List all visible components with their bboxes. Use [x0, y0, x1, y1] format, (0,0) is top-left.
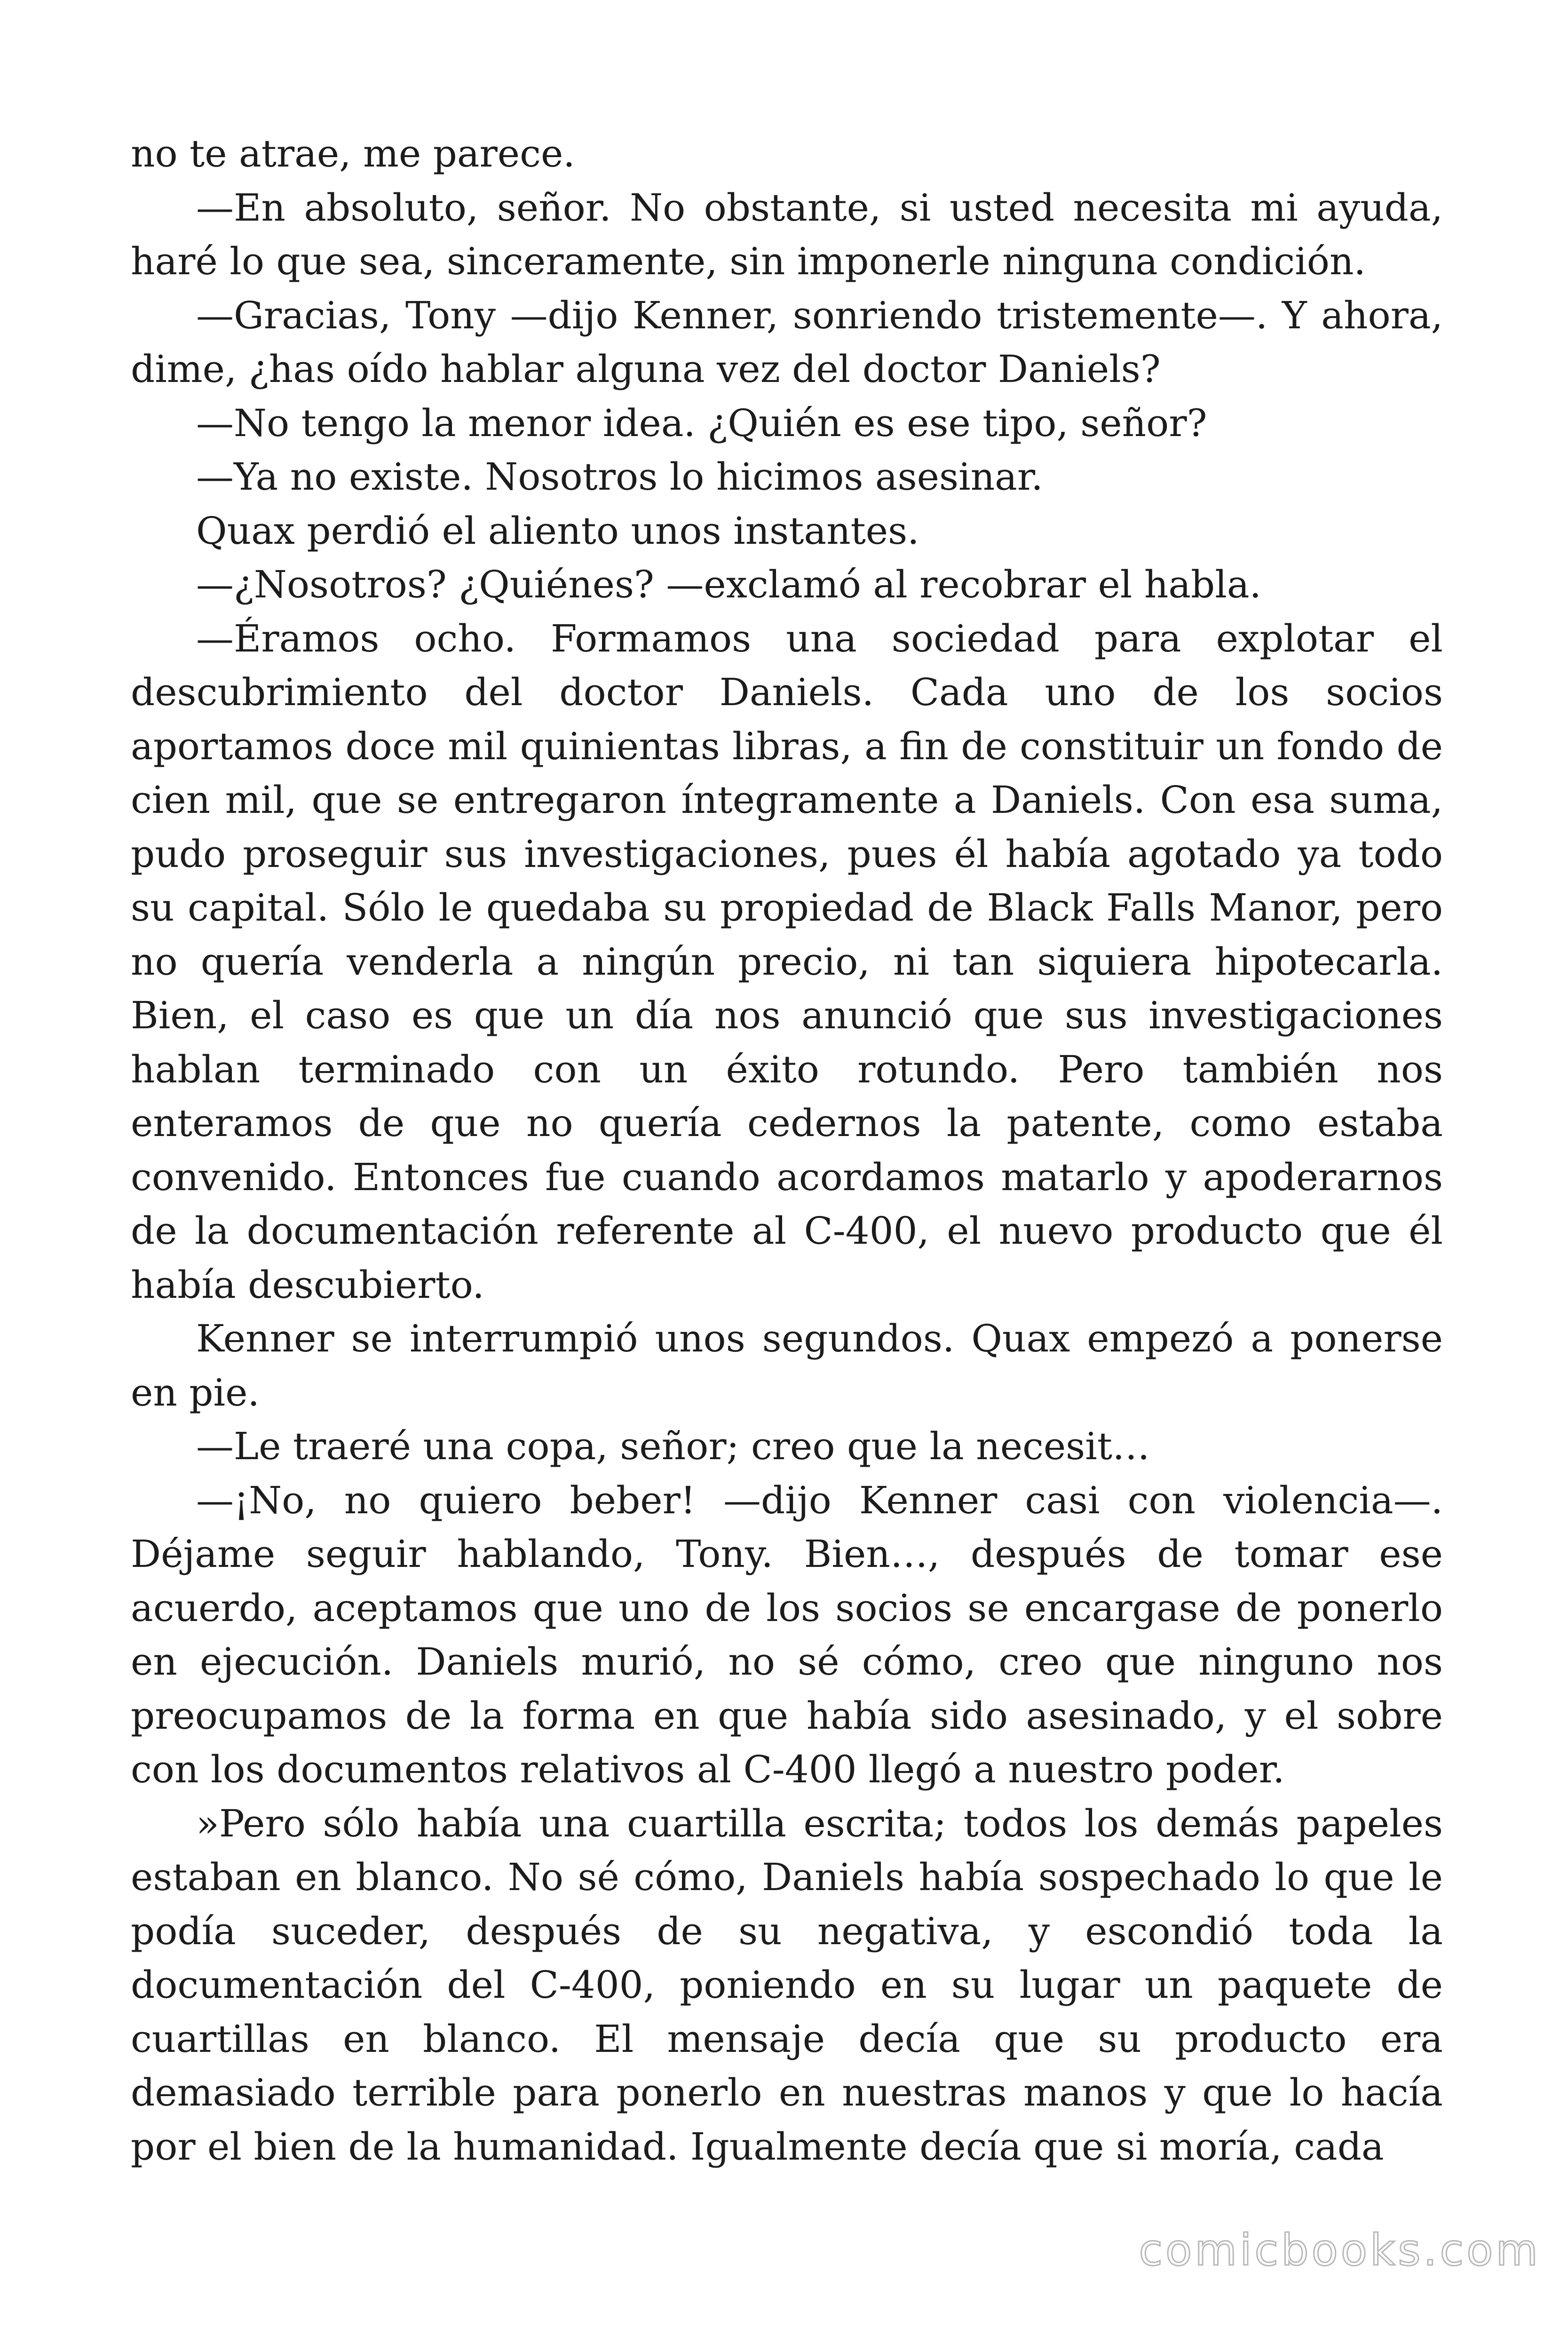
paragraph: Quax perdió el aliento unos instantes.	[196, 509, 919, 553]
paragraph: —Le traeré una copa, señor; creo que la necesit…	[196, 1424, 1150, 1468]
paragraph: »Pero sólo había una cuartilla escrita; todos los demás papeles estaban en blanco. No sé cómo, Daniels había sospechado lo que le podía suceder, después de su negativa, y escondió toda la documentación del C-400, poniendo en su lugar un paquete de cuartillas en blanco. El mensaje decía que su producto era demasiado terrible para ponerlo en nuestras manos y que lo hacía por el bien de la humanidad. Igualmente decía que si moría, cada	[131, 1801, 1443, 2169]
paragraph: no te atrae, me parece.	[131, 132, 575, 175]
paragraph: —No tengo la menor idea. ¿Quién es ese tipo, señor?	[196, 401, 1207, 445]
paragraph: —Ya no existe. Nosotros lo hicimos asesinar.	[196, 455, 1043, 499]
paragraph: —Éramos ocho. Formamos una sociedad para explotar el descubrimiento del doctor Daniels. Cada uno de los socios aportamos doce mil quinientas libras, a fin de constituir un fondo de cien mil, que se entregaron íntegramente a Daniels. Con esa suma, pudo proseguir sus investigaciones, pues él había agotado ya todo su capital. Sólo le quedaba su propiedad de Black Falls Manor, pero no quería venderla a ningún precio, ni tan siquiera hipotecarla. Bien, el caso es que un día nos anunció que sus investigaciones hablan terminado con un éxito rotundo. Pero también nos enteramos de que no quería cedernos la patente, como estaba convenido. Entonces fue cuando acordamos matarlo y apoderarnos de la documentación referente al C-400, el nuevo producto que él había descubierto.	[131, 616, 1443, 1307]
page-text	[131, 127, 1443, 2174]
paragraph: —Gracias, Tony —dijo Kenner, sonriendo tristemente—. Y ahora, dime, ¿has oído hablar alguna vez del doctor Daniels?	[131, 293, 1443, 391]
watermark: comicbooks.com	[1139, 2225, 1541, 2275]
paragraph: Kenner se interrumpió unos segundos. Quax empezó a ponerse en pie.	[131, 1317, 1443, 1414]
paragraph: —En absoluto, señor. No obstante, si usted necesita mi ayuda, haré lo que sea, sinceramente, sin imponerle ninguna condición.	[131, 185, 1443, 283]
paragraph: —¿Nosotros? ¿Quiénes? —exclamó al recobrar el habla.	[196, 563, 1261, 606]
paragraph: —¡No, no quiero beber! —dijo Kenner casi con violencia—. Déjame seguir hablando, Tony. Bien…, después de tomar ese acuerdo, aceptamos que uno de los socios se encargase de ponerlo en ejecución. Daniels murió, no sé cómo, creo que ninguno nos preocupamos de la forma en que había sido asesinado, y el sobre con los documentos relativos al C-400 llegó a nuestro poder.	[131, 1478, 1443, 1791]
